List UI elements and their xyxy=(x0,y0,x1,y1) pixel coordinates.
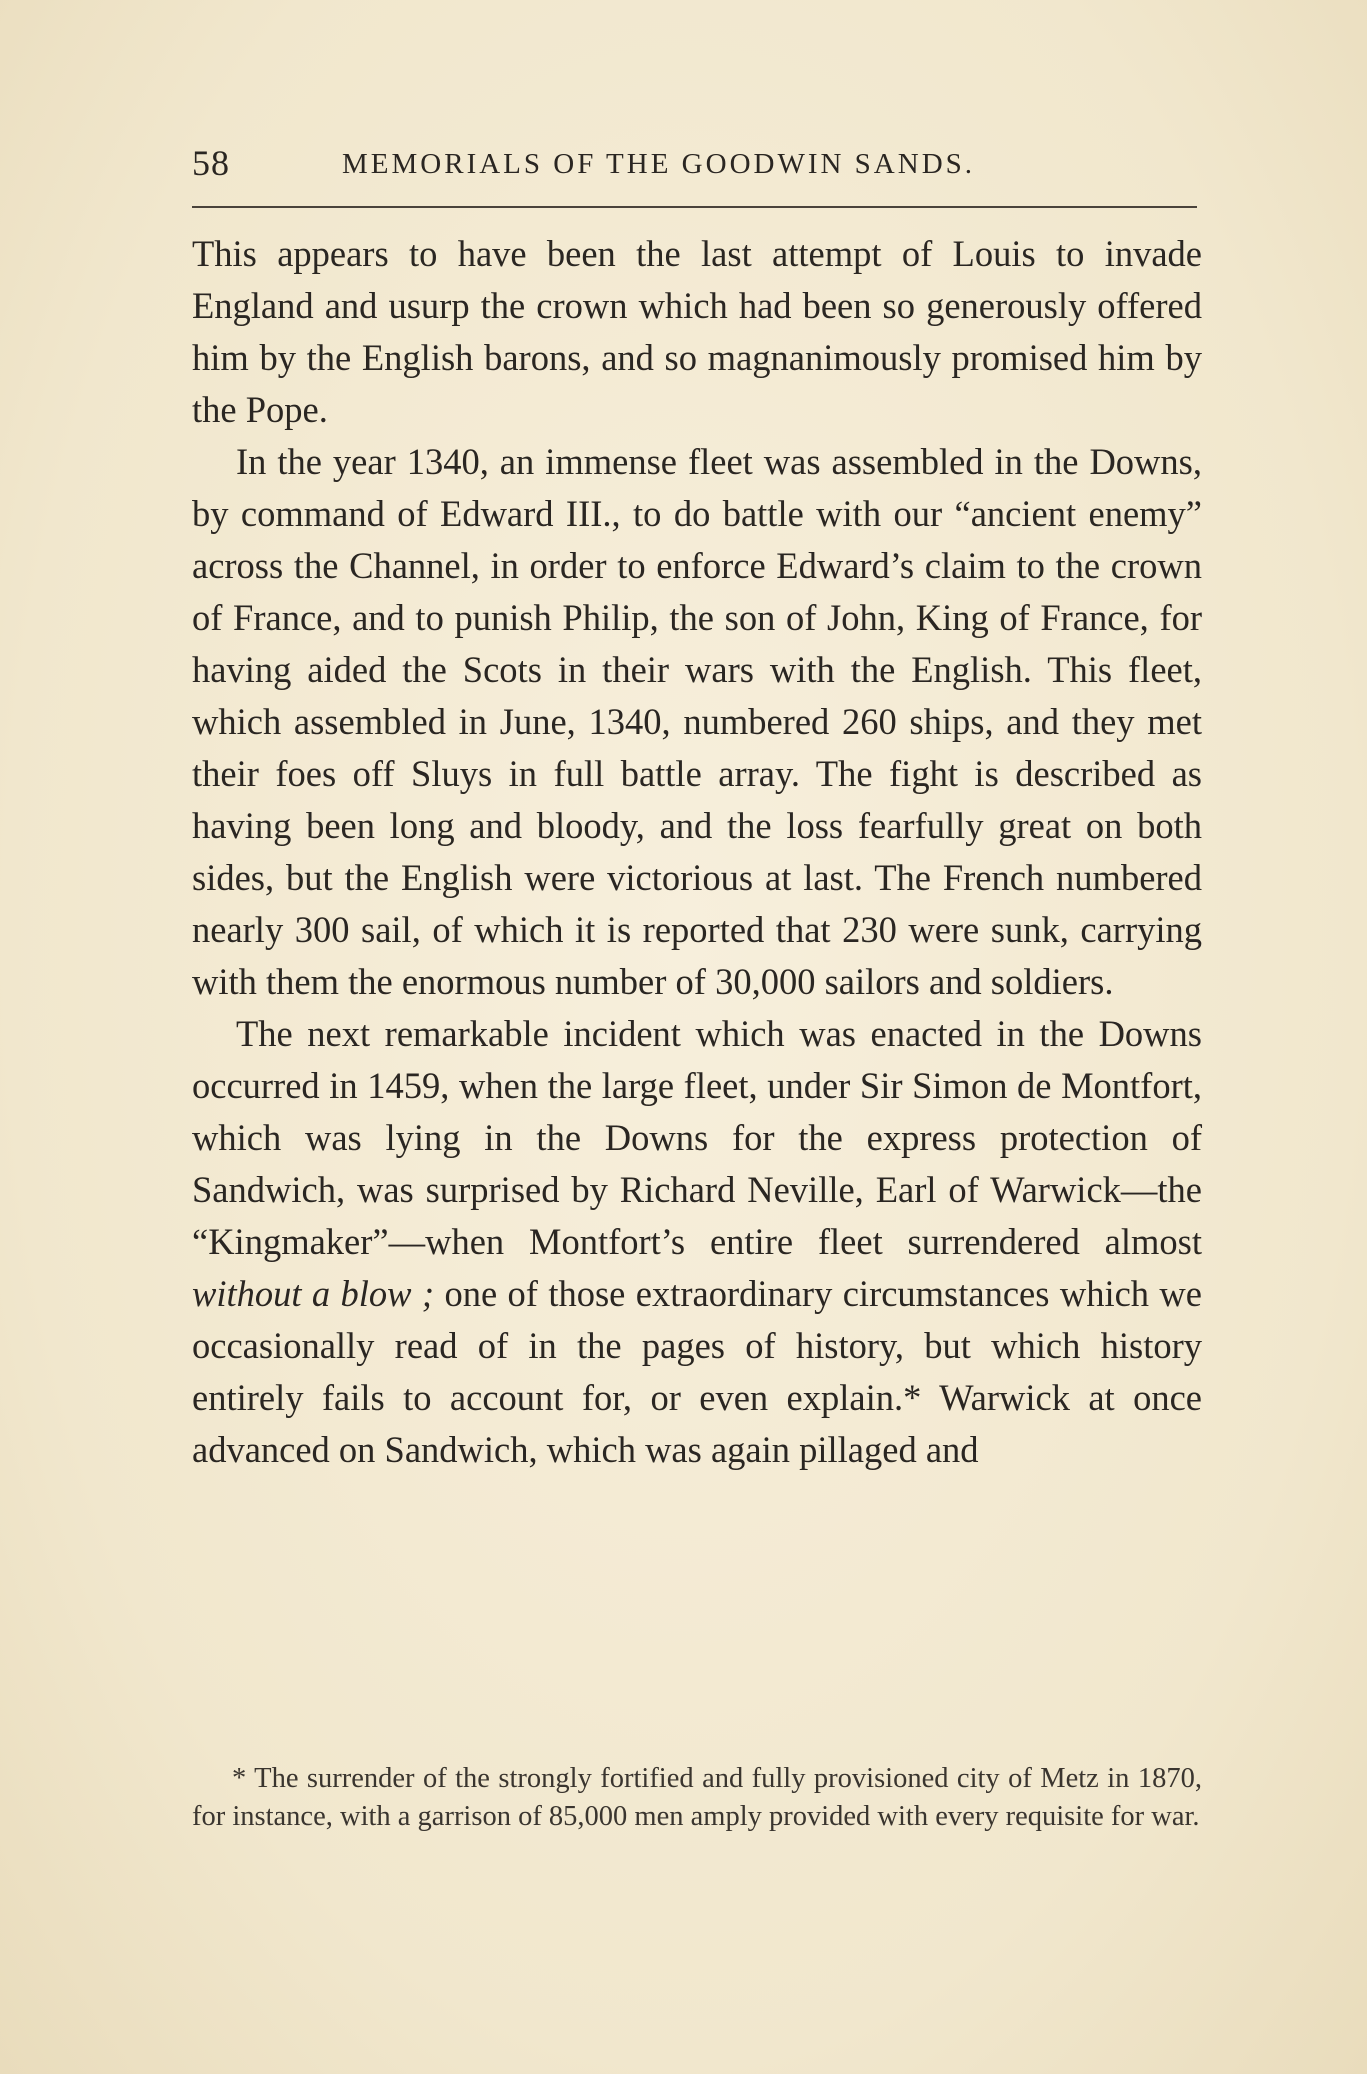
footnote xyxy=(192,1760,1202,1836)
paragraph-3 xyxy=(192,1008,1202,1476)
page-number: 58 xyxy=(192,143,230,183)
paragraph-2: In the year 1340, an immense fleet was assembled in the Downs, by command of Edward III., to do battle with our “ancient enemy” across the Channel, in order to enforce Edward’s claim to the crown of France, and to punish Philip, the son of John, King of France, for having aided the Scots in their wars with the English. This fleet, which assembled in June, 1340, numbered 260 ships, and they met their foes off Sluys in full battle array. The fight is described as having been long and bloody, and the loss fearfully great on both sides, but the English were victorious at last. The French numbered nearly 300 sail, of which it is reported that 230 were sunk, carrying with them the enormous number of 30,000 sailors and soldiers. xyxy=(192,441,1202,1002)
header-rule xyxy=(192,206,1197,208)
paragraph-1: This appears to have been the last attempt of Louis to invade England and usurp the crown which had been so generously offered him by the English barons, and so magnanimously promised him by the Pope. xyxy=(192,233,1202,430)
paragraph-3-italic: without a blow ; xyxy=(192,1273,435,1314)
running-title: MEMORIALS OF THE GOODWIN SANDS. xyxy=(342,148,976,180)
footnote-text: * The surrender of the strongly fortified and fully provisioned city of Metz in 1870, for instance, with a garrison of 85,000 men amply provided with every requisite for war. xyxy=(192,1763,1202,1832)
body-text xyxy=(192,228,1202,1476)
page-header xyxy=(192,142,1202,188)
paragraph-3-text-b: one of those extraordinary circumstances which we occasionally read of in the pages of history, but which history entirely fails to account for, or even explain.* Warwick at once advanced on Sandwich, which was again pillaged and xyxy=(192,1273,1202,1470)
paragraph-3-text-a: The next remarkable incident which was enacted in the Downs occurred in 1459, when the large fleet, under Sir Simon de Montfort, which was lying in the Downs for the express protection of Sandwich, was surprised by Richard Neville, Earl of Warwick—the “Kingmaker”—when Montfort’s entire fleet surrendered almost xyxy=(192,1013,1202,1262)
